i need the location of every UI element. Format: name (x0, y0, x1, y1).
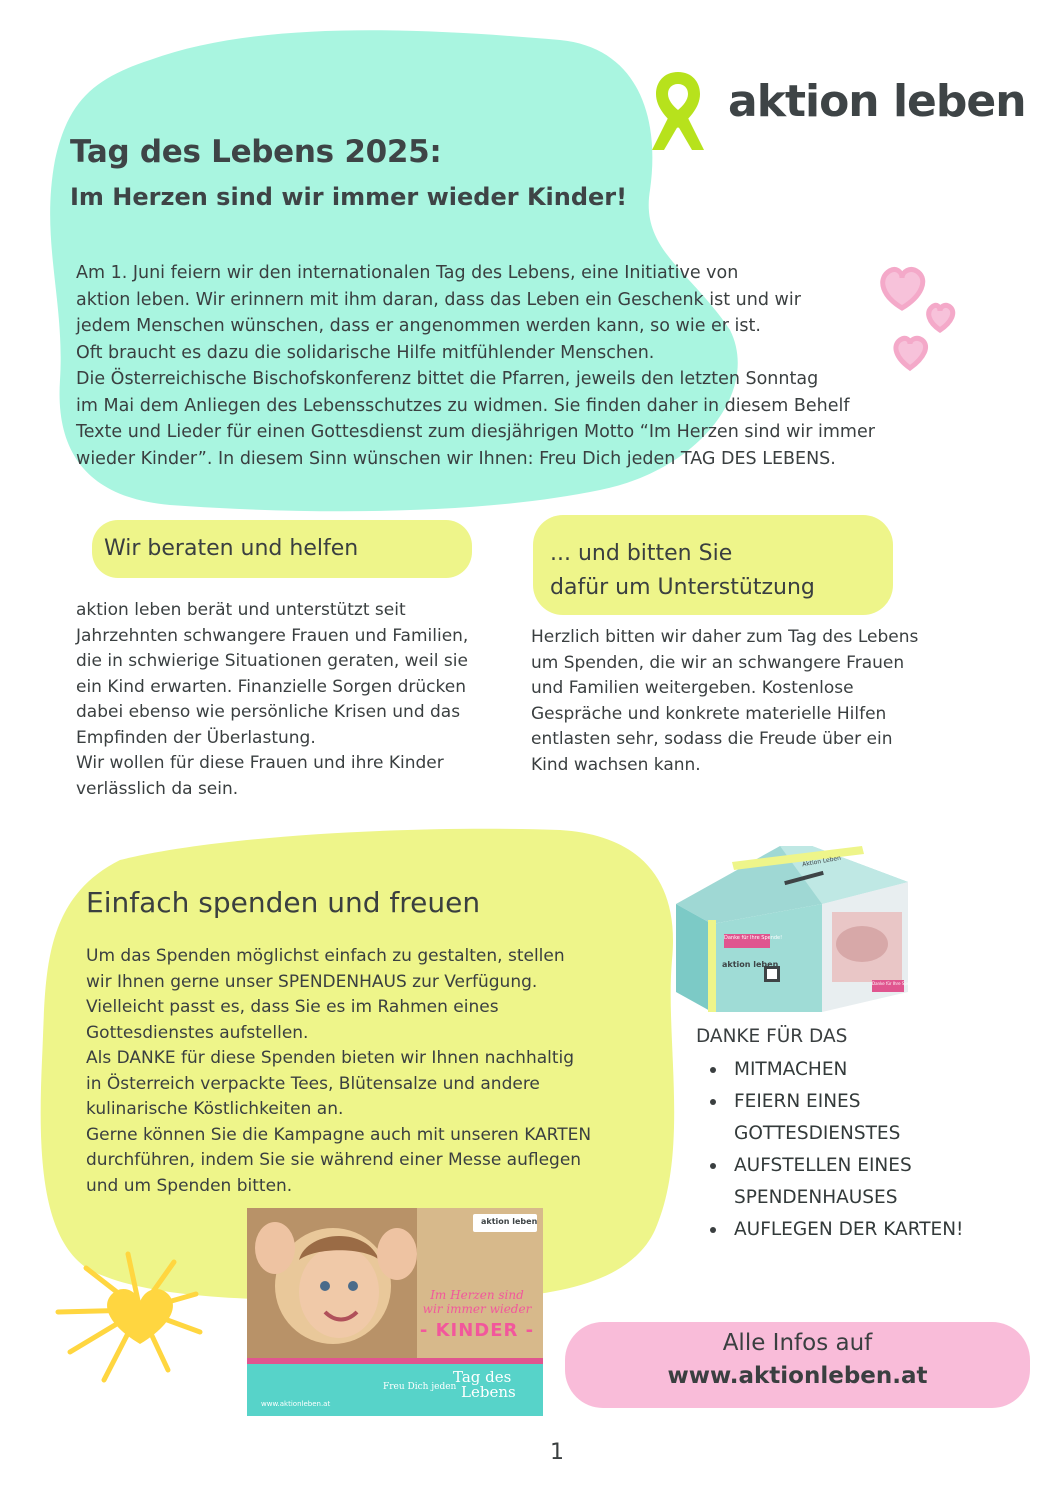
card-slogan (417, 1288, 537, 1316)
card-tag-line: Tag des (453, 1368, 512, 1386)
right-section-title (550, 537, 815, 605)
card-kinder: - KINDER - (419, 1320, 535, 1341)
logo-text: aktion leben (728, 76, 1026, 127)
card-footer-prefix: Freu Dich jeden (383, 1382, 457, 1392)
donation-house-image (672, 842, 919, 1014)
intro-line: wieder Kinder”. In diesem Sinn wünschen wir Ihnen: Freu Dich jeden TAG DES LEBENS. (76, 448, 836, 469)
list-item: FEIERN EINES GOTTESDIENSTES (696, 1086, 963, 1150)
donate-line: kulinarische Köstlichkeiten an. (86, 1099, 344, 1119)
logo (646, 66, 1026, 156)
left-line: die in schwierige Situationen geraten, weil sie (76, 651, 468, 671)
right-line: Gespräche und konkrete materielle Hilfen (531, 703, 887, 724)
right-line: um Spenden, die wir an schwangere Frauen (531, 652, 905, 673)
intro-line: Oft braucht es dazu die solidarische Hilfe mitfühlender Menschen. (76, 342, 655, 363)
donate-line: in Österreich verpackte Tees, Blütensalze und andere (86, 1073, 540, 1094)
right-line: Herzlich bitten wir daher zum Tag des Lebens (531, 627, 919, 647)
right-title-line: dafür um Unterstützung (550, 575, 815, 600)
card-url: www.aktionleben.at (261, 1400, 331, 1408)
left-line: verlässlich da sein. (76, 778, 239, 799)
list-item: MITMACHEN (696, 1054, 963, 1086)
right-line: entlasten sehr, sodass die Freude über ein (531, 729, 893, 749)
donate-line: und um Spenden bitten. (86, 1175, 293, 1196)
left-line: Jahrzehnten schwangere Frauen und Familien, (76, 625, 469, 646)
left-line: Wir wollen für diese Frauen und ihre Kinder (76, 753, 444, 773)
card-footer-tag (453, 1370, 516, 1400)
intro-text (76, 260, 976, 472)
house-top-label: Aktion Leben (801, 854, 842, 869)
left-line: ein Kind erwarten. Finanzielle Sorgen drücken (76, 676, 466, 697)
info-url: www.aktionleben.at (667, 1363, 928, 1389)
intro-line: Texte und Lieder für einen Gottesdienst zum diesjährigen Motto “Im Herzen sind wir immer (76, 422, 875, 442)
thanks-list (696, 1054, 963, 1246)
left-line: Empfinden der Überlastung. (76, 727, 316, 748)
donate-line: Als DANKE für diese Spenden bieten wir Ihnen nachhaltig (86, 1048, 575, 1068)
campaign-card (247, 1208, 543, 1416)
card-brand: aktion leben (481, 1217, 538, 1226)
page-title: Tag des Lebens 2025: (70, 134, 442, 170)
intro-line: Am 1. Juni feiern wir den internationalen Tag des Lebens, eine Initiative von (76, 263, 739, 283)
house-brand: aktion leben (722, 960, 779, 969)
card-tag-line: Lebens (461, 1383, 516, 1401)
donate-line: Gottesdienstes aufstellen. (86, 1022, 309, 1043)
house-box-graphic (672, 842, 919, 1014)
card-footer (247, 1364, 543, 1416)
info-line: Alle Infos auf (722, 1330, 873, 1356)
card-slogan-line: Im Herzen sind (430, 1288, 524, 1302)
donate-text (86, 944, 626, 1199)
intro-line: Die Österreichische Bischofskonferenz bittet die Pfarren, jeweils den letzten Sonntag (76, 369, 819, 389)
right-line: und Familien weitergeben. Kostenlose (531, 678, 854, 698)
right-section-text (531, 625, 951, 778)
house-card-label: Danke für Ihre Spende! (724, 935, 783, 941)
info-box (565, 1326, 1030, 1392)
card-brand-badge (473, 1214, 537, 1232)
house-side-label: Danke für Ihre Spende! (872, 981, 919, 986)
right-title-line: ... und bitten Sie (550, 541, 733, 566)
list-item: AUFSTELLEN EINES SPENDENHAUSES (696, 1150, 963, 1214)
card-slogan-line: wir immer wieder (422, 1302, 532, 1316)
donate-line: Um das Spenden möglichst einfach zu gestalten, stellen (86, 946, 565, 966)
donate-line: wir Ihnen gerne unser SPENDENHAUS zur Verfügung. (86, 971, 538, 992)
page-number: 1 (550, 1440, 564, 1465)
donate-line: durchführen, indem Sie sie während einer Messe auflegen (86, 1150, 582, 1170)
intro-line: jedem Menschen wünschen, dass er angenommen werden kann, so wie er ist. (76, 316, 761, 336)
thanks-heading: DANKE FÜR DAS (696, 1026, 848, 1047)
left-section-text (76, 598, 526, 802)
left-line: dabei ebenso wie persönliche Krisen und das (76, 702, 461, 722)
list-item: AUFLEGEN DER KARTEN! (696, 1214, 963, 1246)
intro-line: im Mai dem Anliegen des Lebensschutzes zu widmen. Sie finden daher in diesem Behelf (76, 395, 850, 416)
donate-title: Einfach spenden und freuen (86, 886, 481, 919)
ribbon-icon (646, 66, 710, 154)
right-line: Kind wachsen kann. (531, 754, 701, 775)
intro-line: aktion leben. Wir erinnern mit ihm daran, dass das Leben ein Geschenk ist und wir (76, 289, 801, 310)
left-line: aktion leben berät und unterstützt seit (76, 600, 406, 620)
sun-heart-icon (40, 1240, 240, 1390)
page-subtitle: Im Herzen sind wir immer wieder Kinder! (70, 183, 628, 211)
donate-line: Gerne können Sie die Kampagne auch mit unseren KARTEN (86, 1124, 592, 1145)
left-section-title: Wir beraten und helfen (104, 536, 359, 561)
donate-line: Vielleicht passt es, dass Sie es im Rahmen eines (86, 997, 499, 1017)
